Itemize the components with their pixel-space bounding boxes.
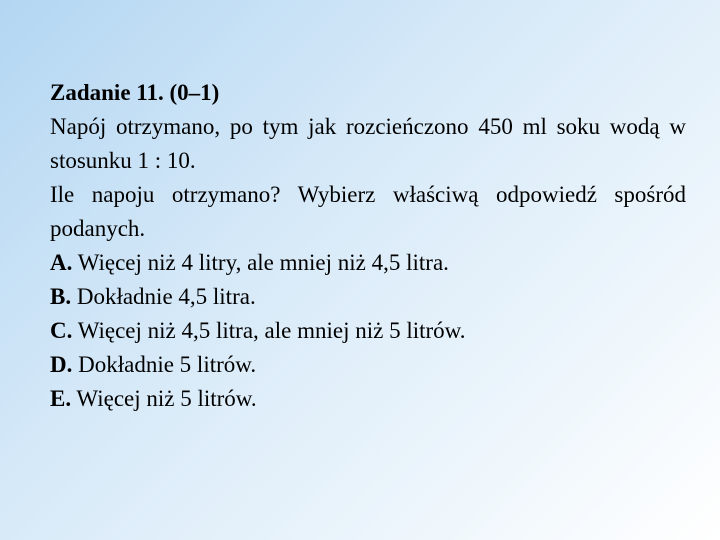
option-d-text: Dokładnie 5 litrów. <box>72 352 257 377</box>
option-c <box>50 314 686 348</box>
task-title: Zadanie 11. (0–1) <box>50 80 220 105</box>
option-a-letter: A. <box>50 250 73 275</box>
task-statement: Napój otrzymano, po tym jak rozcieńczono 450 ml soku wodą w stosunku 1 : 10. <box>50 114 686 173</box>
option-e-text: Więcej niż 5 litrów. <box>71 386 257 411</box>
option-e-letter: E. <box>50 386 72 411</box>
task-question: Ile napoju otrzymano? Wybierz właściwą odpowiedź spośród podanych. <box>50 182 686 241</box>
option-b-letter: B. <box>50 284 72 309</box>
option-b-text: Dokładnie 4,5 litra. <box>71 284 256 309</box>
option-b <box>50 280 686 314</box>
option-a <box>50 246 686 280</box>
option-c-text: Więcej niż 4,5 litra, ale mniej niż 5 litrów. <box>72 318 466 343</box>
option-d-letter: D. <box>50 352 73 377</box>
option-d <box>50 348 686 382</box>
task-slide <box>50 76 686 416</box>
option-e <box>50 382 686 416</box>
option-c-letter: C. <box>50 318 73 343</box>
option-a-text: Więcej niż 4 litry, ale mniej niż 4,5 litra. <box>72 250 449 275</box>
